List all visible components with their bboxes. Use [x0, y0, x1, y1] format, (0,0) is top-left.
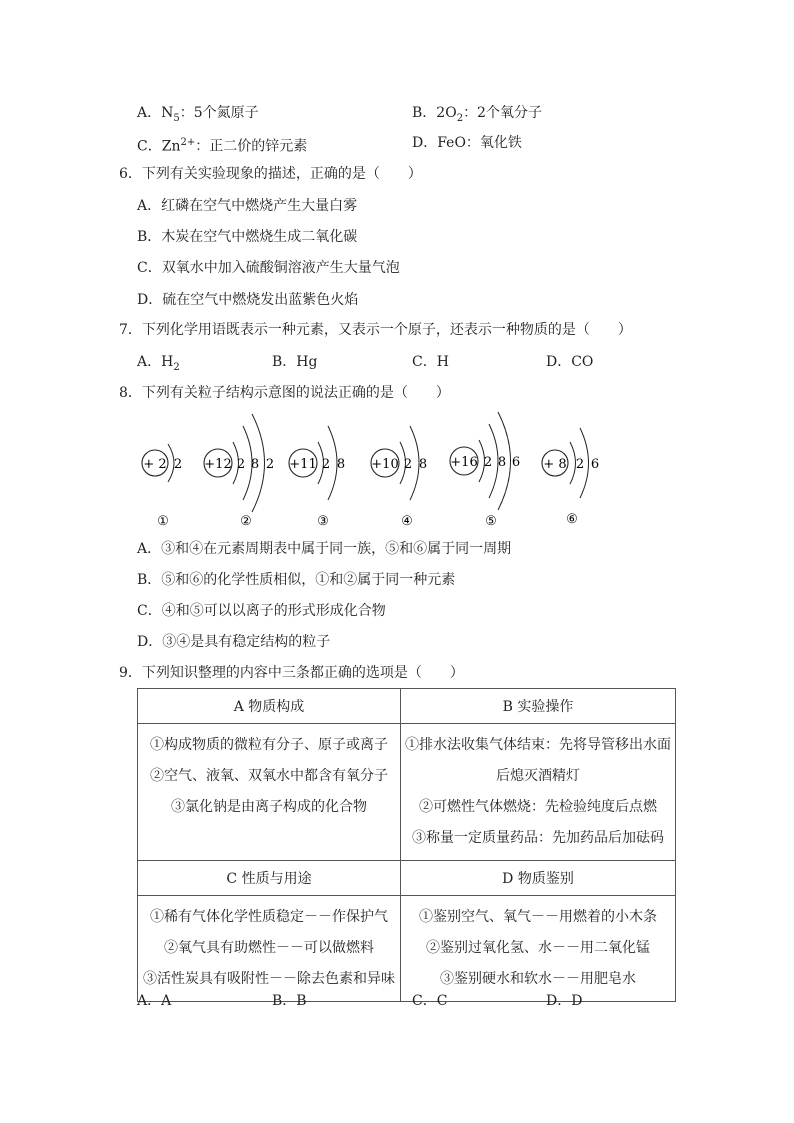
- table-header-a: A 物质构成: [138, 689, 401, 724]
- table-cell-c: [138, 896, 401, 1002]
- table-header-c: C 性质与用途: [138, 861, 401, 896]
- particle-2: [204, 414, 274, 529]
- q7-option-c: C．H: [412, 354, 449, 370]
- table-cell-d: [401, 896, 676, 1002]
- particle-1-label: ①: [157, 514, 169, 529]
- particle-4-shell-1: 2: [403, 457, 413, 472]
- particle-4-nucleus: +10: [371, 457, 399, 472]
- q7-option-a: A．$H_2$: [137, 354, 180, 373]
- cell-c-item-2: ②氧气具有助燃性－－可以做燃料: [164, 940, 374, 956]
- particle-2-shell-3: 2: [265, 457, 275, 472]
- particle-6-label: ⑥: [566, 512, 578, 527]
- particle-2-label: ②: [240, 514, 252, 529]
- particle-5-nucleus: +16: [450, 455, 478, 470]
- particle-3-label: ③: [317, 514, 329, 529]
- cell-a-item-2: ②空气、液氧、双氧水中都含有氧分子: [150, 768, 388, 784]
- q9-option-c: C．C: [412, 993, 448, 1009]
- q7-option-b: B．Hg: [272, 354, 318, 370]
- knowledge-table: [137, 688, 676, 1002]
- q6-option-d: D．硫在空气中燃烧发出蓝紫色火焰: [137, 292, 359, 308]
- q6-option-b: B．木炭在空气中燃烧生成二氧化碳: [137, 229, 358, 245]
- particle-5: [450, 412, 520, 529]
- q9-option-b: B．B: [272, 993, 307, 1009]
- particle-5-shell-3: 6: [511, 455, 521, 470]
- q8-option-d: D．③④是具有稳定结构的粒子: [137, 634, 331, 650]
- cell-c-item-3: ③活性炭具有吸附性－－除去色素和异味: [143, 971, 395, 987]
- q9-stem: 9．下列知识整理的内容中三条都正确的选项是（ ）: [119, 665, 464, 681]
- particle-6-nucleus: + 8: [543, 457, 567, 472]
- q5-option-d: D．FeO：氧化铁: [412, 135, 522, 151]
- table-header-d: D 物质鉴别: [401, 861, 676, 896]
- particle-6: [542, 428, 599, 527]
- particle-4-label: ④: [401, 514, 413, 529]
- particle-2-shell-1: 2: [236, 457, 246, 472]
- particle-4-shell-2: 8: [418, 457, 428, 472]
- q7-option-d: D．CO: [546, 354, 594, 370]
- q9-option-a: A．A: [137, 993, 172, 1009]
- table-cell-a: [138, 724, 401, 861]
- table-header-b: B 实验操作: [401, 689, 676, 724]
- particle-3-shell-1: 2: [321, 457, 331, 472]
- particle-5-shell-1: 2: [483, 455, 493, 470]
- cell-d-item-2: ②鉴别过氧化氢、水－－用二氧化锰: [426, 940, 650, 956]
- q8-option-a: A．③和④在元素周期表中属于同一族，⑤和⑥属于同一周期: [137, 541, 512, 557]
- q6-option-a: A．红磷在空气中燃烧产生大量白雾: [137, 198, 358, 214]
- particle-1-nucleus: + 2: [143, 457, 167, 472]
- q8-option-b: B．⑤和⑥的化学性质相似，①和②属于同一种元素: [137, 572, 456, 588]
- particle-5-label: ⑤: [485, 514, 497, 529]
- particle-1: [142, 444, 182, 529]
- q8-option-c: C．④和⑤可以以离子的形式形成化合物: [137, 603, 386, 619]
- particle-3-nucleus: +11: [289, 457, 317, 472]
- q5-option-b: B．$2O_2$：2个氧分子: [412, 105, 542, 124]
- q9-option-d: D．D: [546, 993, 583, 1009]
- cell-c-item-1: ①稀有气体化学性质稳定－－作保护气: [150, 909, 388, 925]
- q5-option-c: C．$Zn^{2+}$：正二价的锌元素: [137, 137, 308, 155]
- cell-b-item-4: ③称量一定质量药品：先加药品后加砝码: [412, 830, 664, 846]
- particle-5-shell-2: 8: [497, 455, 507, 470]
- q8-stem: 8．下列有关粒子结构示意图的说法正确的是（ ）: [119, 385, 450, 401]
- particle-3-shell-2: 8: [336, 457, 346, 472]
- q5-option-a: A．$N_5$：5个氮原子: [137, 105, 259, 124]
- atomic-structure-diagrams: [130, 408, 620, 533]
- particle-2-shell-2: 8: [250, 457, 260, 472]
- particle-4: [371, 426, 427, 529]
- cell-d-item-1: ①鉴别空气、氧气－－用燃着的小木条: [419, 909, 657, 925]
- cell-a-item-1: ①构成物质的微粒有分子、原子或离子: [150, 737, 388, 753]
- cell-a-item-3: ③氯化钠是由离子构成的化合物: [171, 799, 367, 815]
- cell-d-item-3: ③鉴别硬水和软水－－用肥皂水: [440, 971, 636, 987]
- particle-1-shell-1: 2: [173, 457, 183, 472]
- q6-option-c: C．双氧水中加入硫酸铜溶液产生大量气泡: [137, 260, 400, 276]
- particle-6-shell-1: 2: [575, 457, 585, 472]
- cell-b-item-3: ②可燃性气体燃烧：先检验纯度后点燃: [419, 799, 657, 815]
- particle-6-shell-2: 6: [590, 457, 600, 472]
- table-cell-b: [401, 724, 676, 861]
- particle-2-nucleus: +12: [204, 457, 232, 472]
- q7-stem: 7．下列化学用语既表示一种元素，又表示一个原子，还表示一种物质的是（ ）: [119, 322, 632, 338]
- cell-b-item-2: 后熄灭酒精灯: [496, 768, 580, 784]
- particle-3: [289, 426, 345, 529]
- cell-b-item-1: ①排水法收集气体结束：先将导管移出水面: [405, 737, 671, 753]
- q6-stem: 6．下列有关实验现象的描述，正确的是（ ）: [119, 166, 422, 182]
